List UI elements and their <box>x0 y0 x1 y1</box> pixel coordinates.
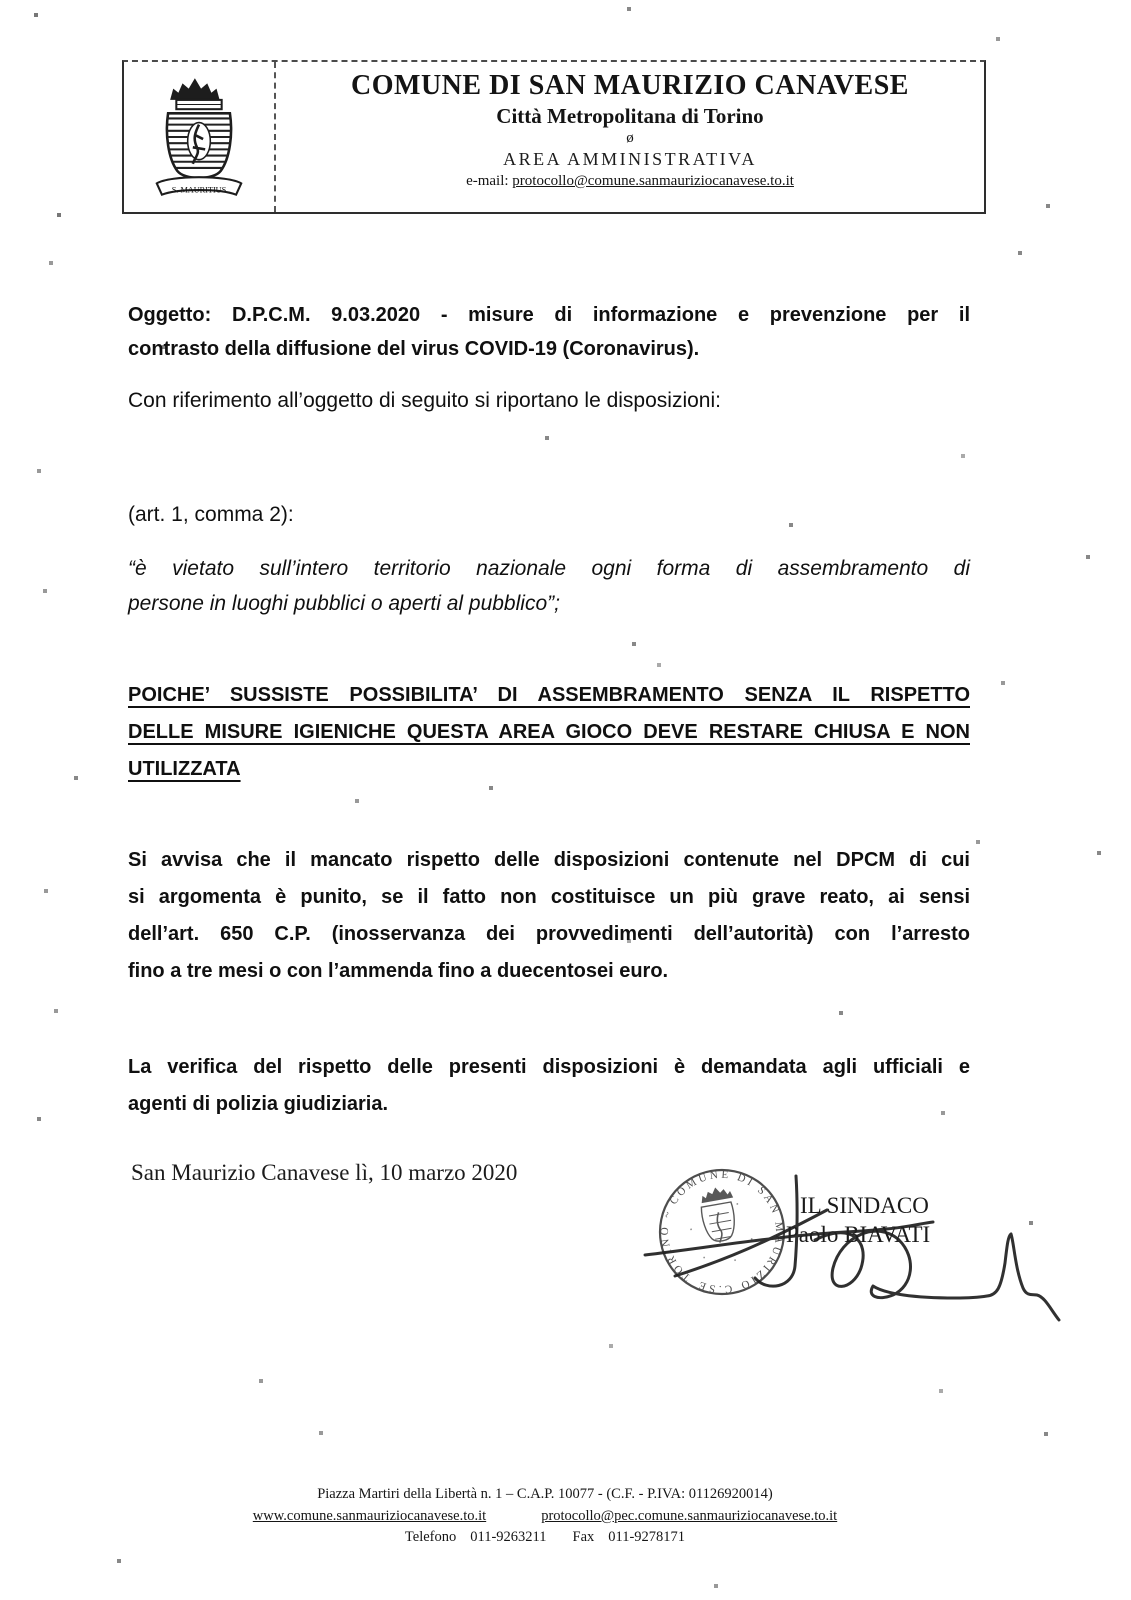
signer-name: Paolo BIAVATI <box>786 1222 931 1247</box>
fax-label: Fax <box>572 1529 595 1545</box>
warning-line: DELLE MISURE IGIENICHE QUESTA AREA GIOCO DEVE RESTARE CHIUSA E NON <box>128 721 970 743</box>
footer-address: Piazza Martiri della Libertà n. 1 – C.A.P. 10077 - (C.F. - P.IVA: 01126920014) <box>317 1486 773 1502</box>
email-address: protocollo@comune.sanmauriziocanavese.to.it <box>512 173 794 189</box>
email-label: e-mail: <box>466 173 509 189</box>
footer-pec-link: protocollo@pec.comune.sanmauriziocanavese.to.it <box>541 1507 838 1524</box>
letterhead-text <box>276 62 984 212</box>
scan-noise <box>0 0 2 2</box>
separator-symbol: ø <box>626 130 634 146</box>
sanction-line: si argomenta è punito, se il fatto non costituisce un più grave reato, ai sensi <box>128 886 970 908</box>
quote-line: “è vietato sull’intero territorio nazionale ogni forma di assembramento di <box>128 557 970 580</box>
enforcement-paragraph <box>128 1049 970 1123</box>
intro-line: Con riferimento all’oggetto di seguito si riportano le disposizioni: <box>128 389 721 412</box>
article-reference <box>128 496 970 533</box>
letter-footer <box>0 1484 1090 1549</box>
signer-role: IL SINDACO <box>800 1193 929 1218</box>
municipal-crest-icon <box>147 69 251 205</box>
metropolitan-city-subtitle: Città Metropolitana di Torino <box>496 104 764 128</box>
quote-line: persone in luoghi pubblici o aperti al pubblico”; <box>128 592 560 615</box>
footer-website-link: www.comune.sanmauriziocanavese.to.it <box>252 1507 487 1524</box>
crest-banner-text: S. MAURITIUS <box>171 185 227 195</box>
letterhead-box <box>122 60 986 214</box>
closure-warning-paragraph <box>128 677 970 788</box>
phone-number: 011-9263211 <box>470 1529 547 1545</box>
fax-number: 011-9278171 <box>608 1529 686 1545</box>
subject-paragraph <box>128 298 970 366</box>
sanction-paragraph <box>128 842 970 990</box>
intro-paragraph <box>128 382 970 419</box>
sanction-line: Si avvisa che il mancato rispetto delle disposizioni contenute nel DPCM di cui <box>128 849 970 871</box>
subject-line: Oggetto: D.P.C.M. 9.03.2020 - misure di informazione e prevenzione per il <box>128 304 970 326</box>
municipality-title: COMUNE DI SAN MAURIZIO CANAVESE <box>351 70 909 101</box>
header-email-line <box>276 173 984 190</box>
department-name: AREA AMMINISTRATIVA <box>503 149 757 169</box>
phone-label: Telefono <box>404 1529 457 1545</box>
enforcement-line: agenti di polizia giudiziaria. <box>128 1093 389 1115</box>
sanction-line: dell’art. 650 C.P. (inosservanza dei provvedimenti dell’autorità) con l’arresto <box>128 923 970 945</box>
crest-cell <box>124 62 276 212</box>
footer-phone-line <box>0 1527 1090 1549</box>
article-line: (art. 1, comma 2): <box>128 503 294 526</box>
footer-links-line <box>0 1506 1090 1528</box>
warning-line: POICHE’ SUSSISTE POSSIBILITA’ DI ASSEMBRAMENTO SENZA IL RISPETTO <box>128 684 970 706</box>
stamp-ring-text: TORINO ~ COMUNE DI SAN MAURIZIO C.SE <box>658 1168 786 1296</box>
warning-line: UTILIZZATA <box>128 758 241 780</box>
handwritten-signature <box>615 1148 1095 1328</box>
subject-line: contrasto della diffusione del virus COVID-19 (Coronavirus). <box>128 338 700 360</box>
place-date-line: San Maurizio Canavese lì, 10 marzo 2020 <box>131 1160 518 1185</box>
sanction-line: fino a tre mesi o con l’ammenda fino a duecentosei euro. <box>128 960 669 982</box>
decree-quote-paragraph <box>128 551 970 621</box>
enforcement-line: La verifica del rispetto delle presenti disposizioni è demandata agli ufficiali e <box>128 1056 970 1078</box>
